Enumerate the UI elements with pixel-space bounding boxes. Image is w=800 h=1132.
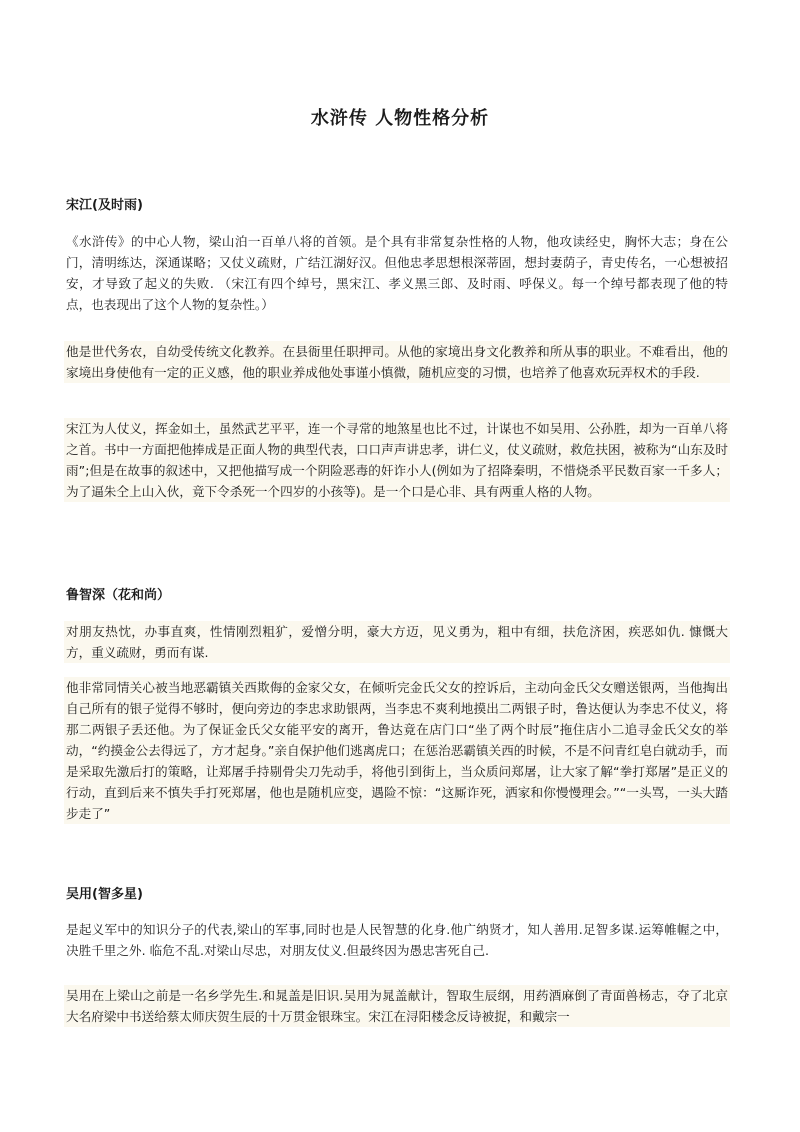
paragraph: 吴用在上梁山之前是一名乡学先生.和晁盖是旧识.吴用为晁盖献计，智取生辰纲，用药酒麻倒了青面兽杨志，夺了北京大名府梁中书送给蔡太师庆贺生辰的十万贯金银珠宝。宋江在浔阳楼念反诗被捉，和戴宗一: [64, 985, 730, 1027]
section-heading-luzhishen: 鲁智深（花和尚）: [66, 588, 171, 603]
paragraph: 他非常同情关心被当地恶霸镇关西欺侮的金家父女，在倾听完金氏父女的控诉后，主动向金氏父女赠送银两，当他掏出自己所有的银子觉得不够时，便向旁边的李忠求助银两，当李忠不爽利地摸出二两银子时，鲁达便认为李忠不仗义，将那二两银子丢还他。为了保证金氏父女能平安的离开，鲁达竟在店门口“坐了两个时辰”拖住店小二追寻金氏父女的举动，“约摸金公去得远了，方才起身。”亲自保护他们逃离虎口；在惩治恶霸镇关西的时候，不是不问青红皂白就动手，而是采取先激后打的策略，让郑屠手持剔骨尖刀先动手，将他引到街上，当众质问郑屠，让大家了解“拳打郑屠”是正义的行动，直到后来不慎失手打死郑屠，他也是随机应变，遇险不惊：“这厮诈死，洒家和你慢慢理会。”“一头骂，一头大踏步走了”: [64, 677, 730, 824]
paragraph: 是起义军中的知识分子的代表,梁山的军事,同时也是人民智慧的化身.他广纳贤才，知人善用.足智多谋.运筹帷幄之中，决胜千里之外. 临危不乱.对梁山尽忠，对朋友仗义.但最终因为愚忠害死自己.: [66, 922, 728, 958]
document-title: 水浒传 人物性格分析: [310, 108, 490, 129]
paragraph: 宋江为人仗义，挥金如土，虽然武艺平平，连一个寻常的地煞星也比不过，计谋也不如吴用、公孙胜，却为一百单八将之首。书中一方面把他捧成是正面人物的典型代表，口口声声讲忠孝，讲仁义，仗义疏财，救危扶困，被称为“山东及时雨”;但是在故事的叙述中，又把他描写成一个阴险恶毒的奸诈小人(例如为了招降秦明，不惜烧杀平民数百家一千多人；为了逼朱仝上山入伙，竟下令杀死一个四岁的小孩等)。是一个口是心非、具有两重人格的人物。: [64, 418, 730, 502]
paragraph: 对朋友热忱，办事直爽，性情刚烈粗犷，爱憎分明，豪大方迈，见义勇为，粗中有细，扶危济困，疾恶如仇. 慷慨大方，重义疏财，勇而有谋.: [64, 621, 730, 663]
paragraph: 《水浒传》的中心人物，梁山泊一百单八将的首领。是个具有非常复杂性格的人物，他攻读经史，胸怀大志；身在公门，清明练达，深通谋略；又仗义疏财，广结江湖好汉。但他忠孝思想根深蒂固，想封妻荫子，青史传名，一心想被招安，才导致了起义的失败. （宋江有四个绰号，黑宋江、孝义黑三郎、及时雨、呼保义。每一个绰号都表现了他的特点，也表现出了这个人物的复杂性。）: [66, 234, 728, 312]
section-heading-songjiang: 宋江(及时雨): [66, 198, 143, 213]
paragraph: 他是世代务农，自幼受传统文化教养。在县衙里任职押司。从他的家境出身文化教养和所从事的职业。不难看出，他的家境出身使他有一定的正义感，他的职业养成他处事谨小慎微，随机应变的习惯，也培养了他喜欢玩弄权术的手段.: [64, 341, 730, 383]
section-heading-wuyong: 吴用(智多星): [66, 887, 143, 902]
